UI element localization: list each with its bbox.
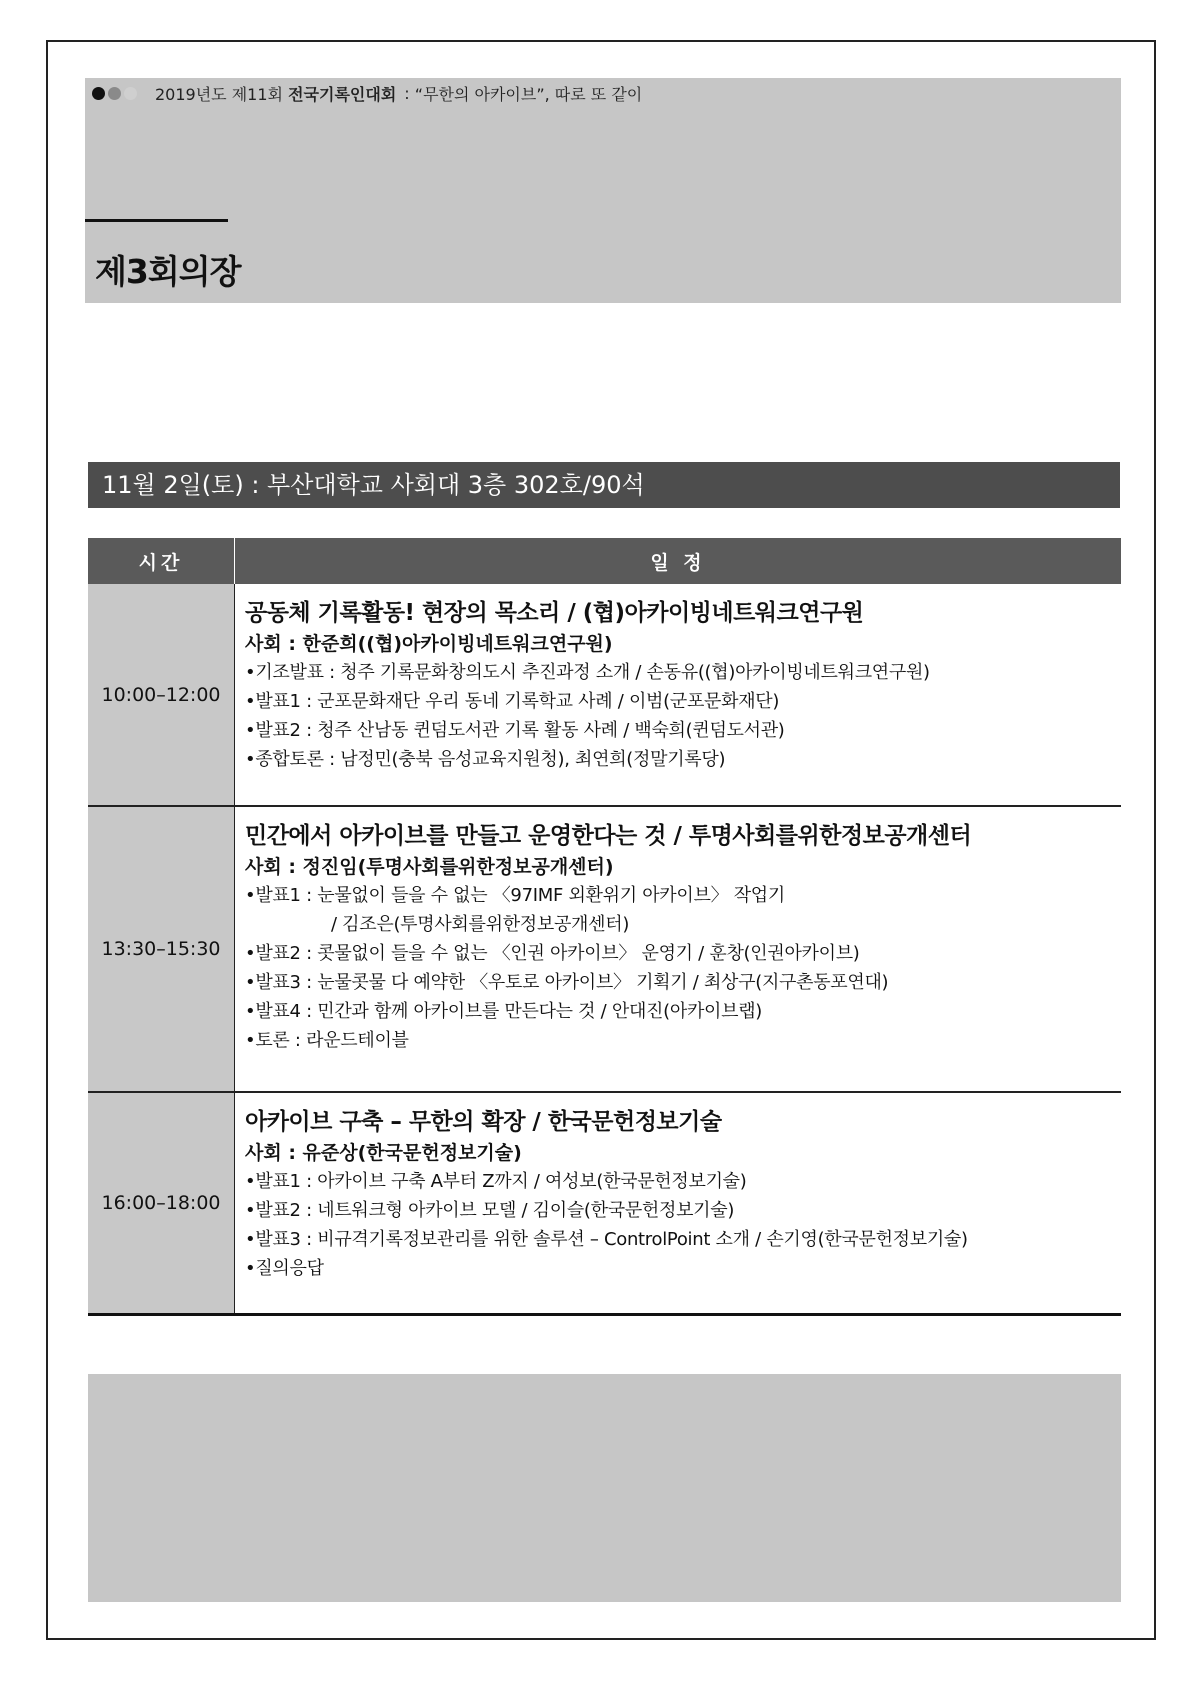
running-head-colon: :	[404, 84, 410, 103]
three-dots-icon	[92, 87, 137, 100]
running-head-slogan: “무한의 아카이브”, 따로 또 같이	[414, 85, 643, 104]
list-item: •기조발표 : 청주 기록문화창의도시 추진과정 소개 / 손동유((협)아카이빙네트워크연구원)	[245, 662, 930, 683]
running-head	[92, 82, 642, 105]
list-item: •발표1 : 눈물없이 들을 수 없는 〈97IMF 외환위기 아카이브〉 작업기	[245, 885, 785, 906]
running-head-year: 2019년도 제11회	[155, 85, 283, 104]
dot-1	[92, 87, 105, 100]
list-item: •발표3 : 비규격기록정보관리를 위한 솔루션 – ControlPoint 소개 / 손기영(한국문헌정보기술)	[245, 1229, 968, 1250]
time-cell: 10:00–12:00	[88, 584, 235, 806]
list-item: •발표2 : 청주 산남동 퀸덤도서관 기록 활동 사례 / 백숙희(퀸덤도서관)	[245, 720, 785, 741]
list-item: •종합토론 : 남정민(충북 음성교육지원청), 최연희(정말기록당)	[245, 749, 726, 770]
block-title: 민간에서 아카이브를 만들고 운영한다는 것 / 투명사회를위한정보공개센터	[245, 823, 972, 849]
dot-2	[108, 87, 121, 100]
list-item: •발표1 : 군포문화재단 우리 동네 기록학교 사례 / 이범(군포문화재단)	[245, 691, 780, 712]
block-title: 아카이브 구축 – 무한의 확장 / 한국문헌정보기술	[245, 1109, 722, 1135]
schedule-table	[88, 538, 1121, 1316]
list-item: •토론 : 라운드테이블	[245, 1030, 409, 1051]
title-rule	[85, 219, 228, 222]
header-schedule: 일 정	[235, 538, 1122, 584]
moderator: 사회 : 한준희((협)아카이빙네트워크연구원)	[245, 633, 613, 655]
schedule-cell	[235, 1092, 1122, 1314]
table-row	[88, 584, 1121, 806]
table-row	[88, 1092, 1121, 1314]
table-header-row	[88, 538, 1121, 584]
list-item: •발표3 : 눈물콧물 다 예약한 〈우토로 아카이브〉 기획기 / 최상구(지구촌동포연대)	[245, 972, 889, 993]
running-head-event: 전국기록인대회	[288, 85, 397, 104]
moderator: 사회 : 정진임(투명사회를위한정보공개센터)	[245, 856, 614, 878]
time-cell: 13:30–15:30	[88, 806, 235, 1092]
time-cell: 16:00–18:00	[88, 1092, 235, 1314]
list-item: •발표4 : 민간과 함께 아카이브를 만든다는 것 / 안대진(아카이브랩)	[245, 1001, 763, 1022]
list-item: •발표1 : 아카이브 구축 A부터 Z까지 / 여성보(한국문헌정보기술)	[245, 1171, 747, 1192]
list-item: •발표2 : 콧물없이 들을 수 없는 〈인권 아카이브〉 운영기 / 훈창(인권아카이브)	[245, 943, 860, 964]
header-time: 시간	[88, 538, 235, 584]
moderator: 사회 : 유준상(한국문헌정보기술)	[245, 1142, 522, 1164]
table-row	[88, 806, 1121, 1092]
date-bar: 11월 2일(토) : 부산대학교 사회대 3층 302호/90석	[88, 462, 1120, 508]
dot-3	[124, 87, 137, 100]
footer-band	[88, 1374, 1121, 1602]
schedule-cell	[235, 806, 1122, 1092]
list-item: / 김조은(투명사회를위한정보공개센터)	[331, 914, 630, 935]
session-title: 제3회의장	[95, 252, 241, 291]
block-title: 공동체 기록활동! 현장의 목소리 / (협)아카이빙네트워크연구원	[245, 600, 864, 626]
schedule-cell	[235, 584, 1122, 806]
list-item: •질의응답	[245, 1258, 324, 1279]
list-item: •발표2 : 네트워크형 아카이브 모델 / 김이슬(한국문헌정보기술)	[245, 1200, 735, 1221]
